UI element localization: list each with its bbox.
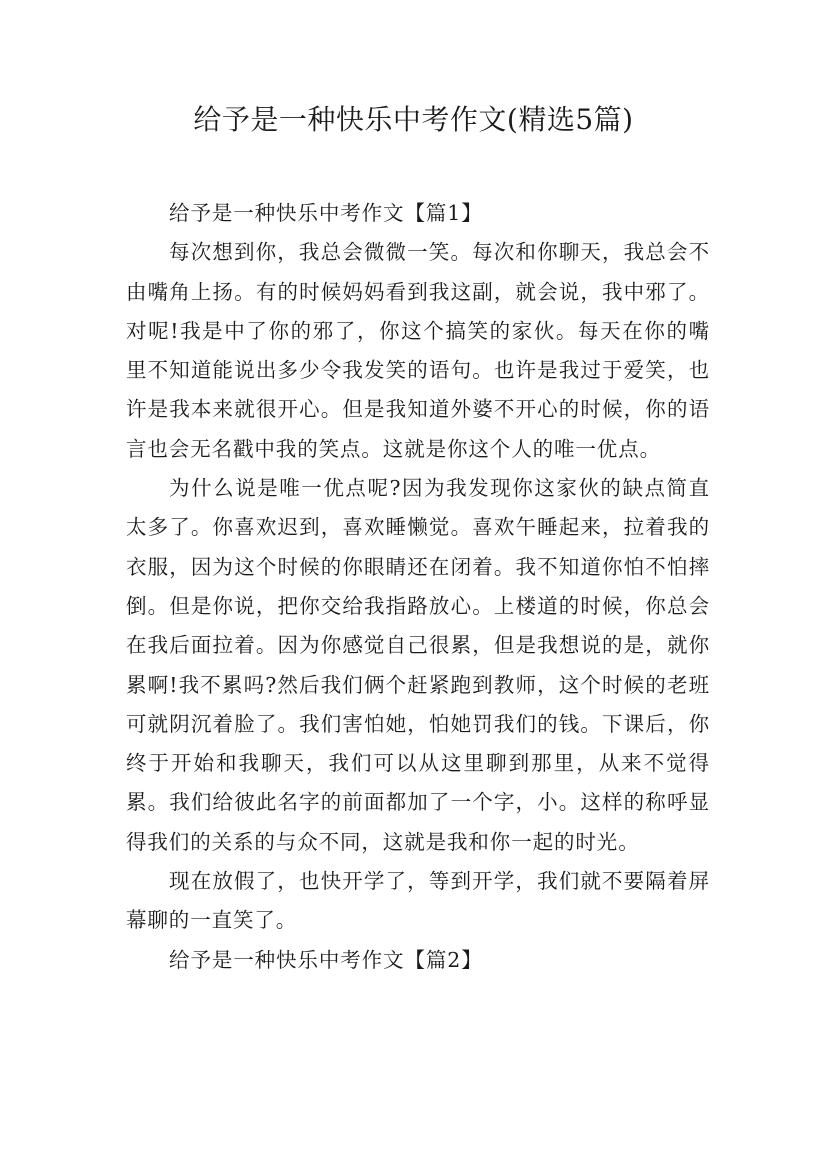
paragraph-3: 现在放假了，也快开学了，等到开学，我们就不要隔着屏幕聊的一直笑了。 — [126, 869, 710, 933]
section-heading-2: 给予是一种快乐中考作文【篇2】 — [169, 947, 483, 972]
document-body — [126, 194, 710, 980]
document-title: 给予是一种快乐中考作文(精选5篇) — [193, 103, 634, 136]
paragraph-2: 为什么说是唯一优点呢?因为我发现你这家伙的缺点简直太多了。你喜欢迟到，喜欢睡懒觉。喜欢午睡起来，拉着我的衣服，因为这个时候的你眼睛还在闭着。我不知道你怕不怕摔倒。但是你说，把你交给我指路放心。上楼道的时候，你总会在我后面拉着。因为你感觉自己很累，但是我想说的是，就你累啊!我不累吗?然后我们俩个赶紧跑到教师，这个时候的老班可就阴沉着脸了。我们害怕她，怕她罚我们的钱。下课后，你终于开始和我聊天，我们可以从这里聊到那里，从来不觉得累。我们给彼此名字的前面都加了一个字，小。这样的称呼显得我们的关系的与众不同，这就是我和你一起的时光。 — [126, 476, 710, 854]
section-heading-1: 给予是一种快乐中考作文【篇1】 — [169, 201, 483, 225]
paragraph-1: 每次想到你，我总会微微一笑。每次和你聊天，我总会不由嘴角上扬。有的时候妈妈看到我这副，就会说，我中邪了。对呢!我是中了你的邪了，你这个搞笑的家伙。每天在你的嘴里不知道能说出多少令我发笑的语句。也许是我过于爱笑，也许是我本来就很开心。但是我知道外婆不开心的时候，你的语言也会无名戳中我的笑点。这就是你这个人的唯一优点。 — [126, 240, 710, 461]
